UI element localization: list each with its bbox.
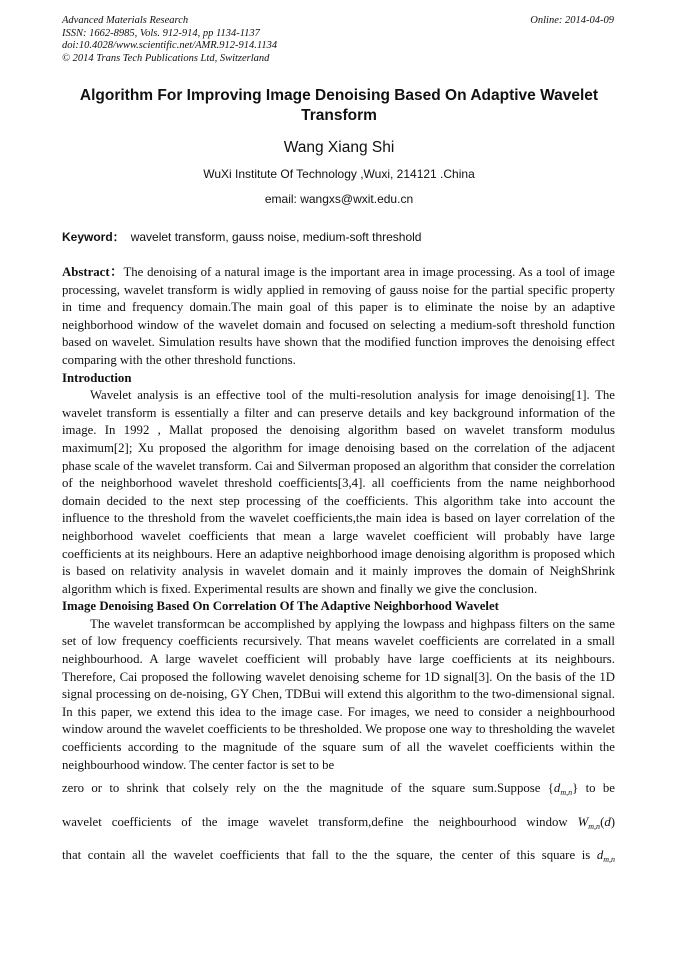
line1-math-base: d	[553, 781, 561, 796]
line1-math-sub: m,n	[560, 788, 573, 798]
issn-line: ISSN: 1662-8985, Vols. 912-914, pp 1134-1137	[62, 27, 260, 39]
line3-text: that contain all the wavelet coefficients that fall to the the square, the center of this square is	[62, 848, 591, 863]
line2-math-base: W	[577, 814, 589, 829]
line2-text: wavelet coefficients of the image wavelet transform,define the neighbourhood window	[62, 814, 568, 829]
author-name: Wang Xiang Shi	[283, 139, 395, 156]
section2-line3	[62, 847, 615, 865]
line3-math-sub: m,n	[603, 855, 615, 865]
body-content	[62, 264, 615, 865]
doi-line[interactable]: doi:10.4028/www.scientific.net/AMR.912-914.1134	[62, 40, 278, 51]
keywords	[62, 228, 616, 245]
abstract-text: The denoising of a natural image is the important area in image processing. As a tool of image processing, wavelet transform is widly applied in removing of gauss noise for the partial specific property in time and frequency domain.The main goal of this paper is to eliminate the noise by an adaptive neighborhood window of the wavelet domain and focused on selecting a medium-soft threshold function based on wavelet. Simulation results have shown that the modified function improves the denoising effect comparing with the other threshold functions.	[62, 265, 615, 367]
line1-tail: to be	[585, 781, 615, 796]
keywords-text: wavelet transform, gauss noise, medium-soft threshold	[130, 230, 422, 244]
section2-line2	[62, 814, 615, 832]
line1-math: $\{d_{m,n}\}$	[547, 781, 579, 798]
line2-math: $W_{m,n}(d)$	[577, 814, 615, 831]
affiliation: WuXi Institute Of Technology ,Wuxi, 214121 .China	[203, 167, 475, 181]
section2-paragraph: The wavelet transformcan be accomplished by applying the lowpass and highpass filters on the same set of low frequency coefficients recursively. That means wavelet coefficients are correlated in a small neighbourhood. A large wavelet coefficient will probably have large coefficients at its neighbours. Therefore, Cai proposed the following wavelet denoising scheme for 1D signal[3]. On the basis of the 1D signal processing on de-noising, GY Chen, TDBui will extend this algorithm to the two-dimensional signal. In this paper, we extend this idea to the image case. For images, we need to consider a neighbourhood window around the wavelet coefficients to be thresholded. We propose one way to thresholding the wavelet coefficients according to the magnitude of the square sum of all the wavelet coefficients within the neighbourhood window. The center factor is set to be	[62, 616, 615, 772]
abstract-label: Abstract：	[62, 265, 124, 279]
paper-title: Algorithm For Improving Image Denoising Based On Adaptive Wavelet Transform	[79, 87, 599, 124]
journal-name: Advanced Materials Research	[62, 15, 189, 26]
line1-text: zero or to shrink that colsely rely on the the magnitude of the square sum.Suppose	[62, 781, 541, 796]
line2-math-sub: m,n	[588, 821, 601, 831]
author-email[interactable]: email: wangxs@wxit.edu.cn	[264, 192, 414, 206]
intro-heading: Introduction	[62, 370, 132, 385]
line3-math	[596, 848, 615, 865]
line3-math-base: d	[596, 848, 604, 863]
intro-paragraph: Wavelet analysis is an effective tool of the multi-resolution analysis for image denoising[1]. The wavelet transform is essentially a filter and can preserve details and key background information of the image. In 1992 , Mallat proposed the denoising algorithm based on wavelet transform modulus maximum[2]; Xu proposed the algorithm for image denoising based on the correlation of the adjacent phase scale of the wavelet transform. Cai and Silverman proposed an algorithm that consider the correlation of the neighborhood wavelet threshold coefficients[3,4]. all coefficients from the name neighborhood domain decided to the next step processing of the coefficients. This algorithm take into account the influence to the threshold from the wavelet coefficients,the main idea is based on layer correlation of the neighborhood wavelet coefficients that mean a large wavelet coefficient will probably have large coefficients at its neighbours. Here an adaptive neighborhood image denoising algorithm is proposed which is based on relativity analysis in wavelet domain and it mainly improves the domain of NeighShrink algorithm which is fixed. Experimental results are shown and finally we give the conclusion.	[62, 388, 615, 596]
line2-math-arg: d	[604, 814, 611, 829]
copyright-line: © 2014 Trans Tech Publications Ltd, Switzerland	[62, 52, 270, 64]
section2-line1	[62, 780, 615, 798]
section2-heading: Image Denoising Based On Correlation Of The Adaptive Neighborhood Wavelet	[62, 599, 499, 614]
online-date: Online: 2014-04-09	[530, 15, 614, 26]
keywords-label: Keyword：	[62, 230, 125, 244]
journal-header	[62, 15, 277, 65]
abstract	[62, 264, 615, 370]
